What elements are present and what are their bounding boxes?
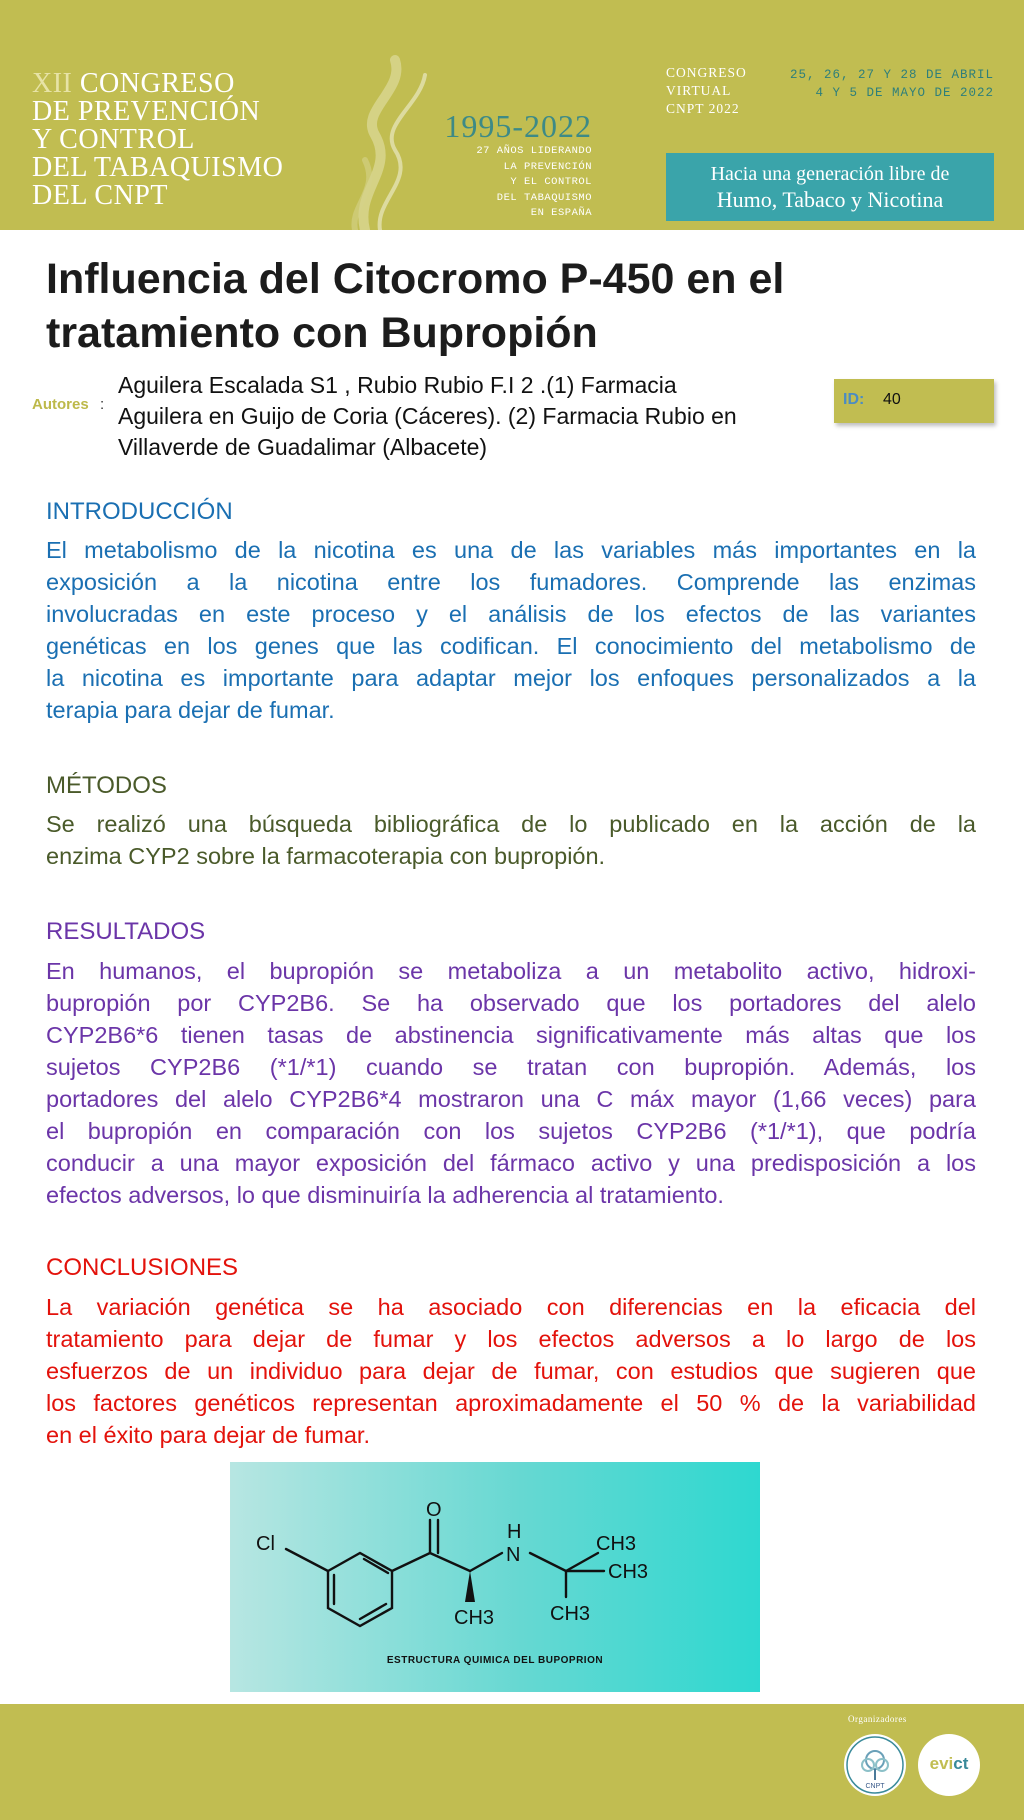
authors-line: Aguilera Escalada S1 , Rubio Rubio F.I 2 .(1) Farmacia — [118, 372, 677, 398]
metodos-body — [46, 808, 976, 872]
nitrogen-to-tbutyl-bond — [530, 1553, 566, 1571]
chiral-to-nitrogen-bond — [470, 1553, 502, 1571]
organizers-label: Organizadores — [848, 1714, 907, 1724]
wedge-bond — [465, 1571, 475, 1602]
conclusiones-line: los factores genéticos representan aproximadamente el 50 % de la variabilidad — [46, 1390, 976, 1416]
poster-title-line-1: Influencia del Citocromo P-450 en el — [46, 255, 785, 303]
resultados-line: el bupropión en comparación con los sujetos CYP2B6 (*1/*1), que podría — [46, 1118, 976, 1144]
resultados-line: CYP2B6*6 tienen tasas de abstinencia significativamente más altas que los — [46, 1022, 976, 1048]
virtual-line: CONGRESO — [666, 65, 747, 80]
introduccion-heading: INTRODUCCIÓN — [46, 498, 233, 525]
dates-line: 25, 26, 27 Y 28 DE ABRIL — [789, 68, 994, 82]
introduccion-line: involucradas en este proceso y el análisis de los efectos de las variantes — [46, 601, 976, 627]
atom-ch3: CH3 — [596, 1533, 637, 1555]
atom-o: O — [426, 1499, 442, 1521]
evict-logo-part2: ct — [953, 1754, 969, 1773]
resultados-line: bupropión por CYP2B6. Se ha observado que los portadores del alelo — [46, 990, 976, 1016]
authors-text — [118, 370, 838, 463]
id-box — [834, 379, 994, 423]
introduccion-line: la nicotina es importante para adaptar mejor los enfoques personalizados a la — [46, 665, 976, 691]
authors-line: Villaverde de Guadalimar (Albacete) — [118, 434, 488, 460]
bupropion-structure-figure — [230, 1462, 760, 1692]
ring-to-carbonyl-bond — [392, 1553, 430, 1571]
conclusiones-body — [46, 1291, 976, 1451]
dates-line: 4 Y 5 DE MAYO DE 2022 — [815, 86, 994, 100]
evict-logo-part1: evi — [929, 1754, 954, 1773]
conclusiones-line: tratamiento para dejar de fumar y los efectos adversos a lo largo de los — [46, 1326, 976, 1352]
congress-dates — [770, 66, 994, 102]
conclusiones-heading: CONCLUSIONES — [46, 1254, 239, 1281]
carbonyl-to-chiral-bond — [430, 1553, 470, 1571]
conclusiones-line: esfuerzos de un individuo para dejar de fumar, con estudios que sugieren que — [46, 1358, 976, 1384]
introduccion-line: genéticas en los genes que las codifican. El conocimiento del metabolismo de — [46, 633, 976, 659]
introduccion-line: terapia para dejar de fumar. — [46, 697, 335, 723]
resultados-line: sujetos CYP2B6 (*1/*1) cuando se tratan con bupropión. Además, los — [46, 1054, 976, 1080]
slogan-line-1: Hacia una generación libre de — [710, 163, 950, 185]
introduccion-line: exposición a la nicotina entre los fumadores. Comprende las enzimas — [46, 569, 976, 595]
anniversary-subtitle — [440, 144, 592, 222]
id-value: 40 — [883, 391, 901, 408]
metodos-heading: MÉTODOS — [46, 772, 167, 799]
anniversary-subtitle-line: EN ESPAÑA — [530, 207, 592, 219]
congress-number: XII — [32, 68, 73, 99]
introduccion-body — [46, 534, 976, 726]
atom-ch3: CH3 — [454, 1607, 495, 1629]
congress-title-line-2: DE PREVENCIÓN — [32, 96, 261, 127]
congress-title-line-3: Y CONTROL — [32, 124, 195, 155]
conclusiones-line: La variación genética se ha asociado con diferencias en la eficacia del — [46, 1294, 976, 1320]
resultados-line: portadores del alelo CYP2B6*4 mostraron una C máx mayor (1,66 veces) para — [46, 1086, 976, 1112]
resultados-body — [46, 955, 976, 1211]
atom-h: H — [507, 1521, 522, 1543]
header-banner — [0, 0, 1024, 230]
congress-word: CONGRESO — [79, 68, 235, 99]
benzene-ring — [328, 1553, 392, 1626]
resultados-heading: RESULTADOS — [46, 918, 206, 945]
atom-n: N — [506, 1544, 521, 1566]
metodos-line: enzima CYP2 sobre la farmacoterapia con bupropión. — [46, 843, 606, 869]
evict-logo-text — [918, 1754, 980, 1774]
anniversary-subtitle-line: Y EL CONTROL — [510, 176, 592, 188]
virtual-congress-label — [666, 64, 747, 118]
slogan-box — [666, 153, 994, 221]
virtual-line: CNPT 2022 — [666, 101, 740, 116]
atom-ch3: CH3 — [608, 1561, 649, 1583]
virtual-line: VIRTUAL — [666, 83, 732, 98]
evict-logo — [918, 1734, 980, 1796]
poster-title-line-2: tratamiento con Bupropión — [46, 309, 598, 357]
resultados-line: efectos adversos, lo que disminuiría la adherencia al tratamiento. — [46, 1182, 724, 1208]
cnpt-logo-text: CNPT — [865, 1783, 885, 1790]
congress-title-line-5: DEL CNPT — [32, 180, 168, 211]
congress-title-line-1 — [32, 70, 332, 98]
resultados-line: En humanos, el bupropión se metaboliza a un metabolito activo, hidroxi- — [46, 958, 976, 984]
atom-ch3: CH3 — [550, 1603, 591, 1625]
id-label: ID: — [843, 391, 865, 408]
chloro-bond — [286, 1549, 328, 1571]
congress-title-line-4: DEL TABAQUISMO — [32, 152, 284, 183]
slogan-line-2: Humo, Tabaco y Nicotina — [716, 187, 944, 212]
poster-title — [46, 252, 976, 360]
introduccion-line: El metabolismo de la nicotina es una de las variables más importantes en la — [46, 537, 976, 563]
cnpt-logo-icon — [844, 1734, 906, 1796]
atom-cl: Cl — [256, 1533, 275, 1555]
resultados-line: conducir a una mayor exposición del fármaco activo y una predisposición a los — [46, 1150, 976, 1176]
anniversary-subtitle-line: 27 AÑOS LIDERANDO — [476, 145, 592, 157]
authors-colon: : — [100, 396, 105, 413]
tbutyl-methyl-bond — [566, 1553, 598, 1571]
authors-line: Aguilera en Guijo de Coria (Cáceres). (2) Farmacia Rubio en — [118, 403, 737, 429]
structure-caption: ESTRUCTURA QUIMICA DEL BUPOPRION — [386, 1655, 604, 1666]
footer-banner — [0, 1704, 1024, 1820]
cnpt-logo — [844, 1734, 906, 1796]
congress-title — [32, 70, 332, 210]
anniversary-subtitle-line: DEL TABAQUISMO — [496, 191, 592, 204]
anniversary-years: 1995-2022 — [444, 108, 592, 144]
authors-label: Autores — [32, 396, 89, 413]
ring-double-bond — [360, 1604, 386, 1619]
conclusiones-line: en el éxito para dejar de fumar. — [46, 1422, 370, 1448]
anniversary-subtitle-line: LA PREVENCIÓN — [503, 160, 592, 173]
metodos-line: Se realizó una búsqueda bibliográfica de lo publicado en la acción de la — [46, 811, 976, 837]
